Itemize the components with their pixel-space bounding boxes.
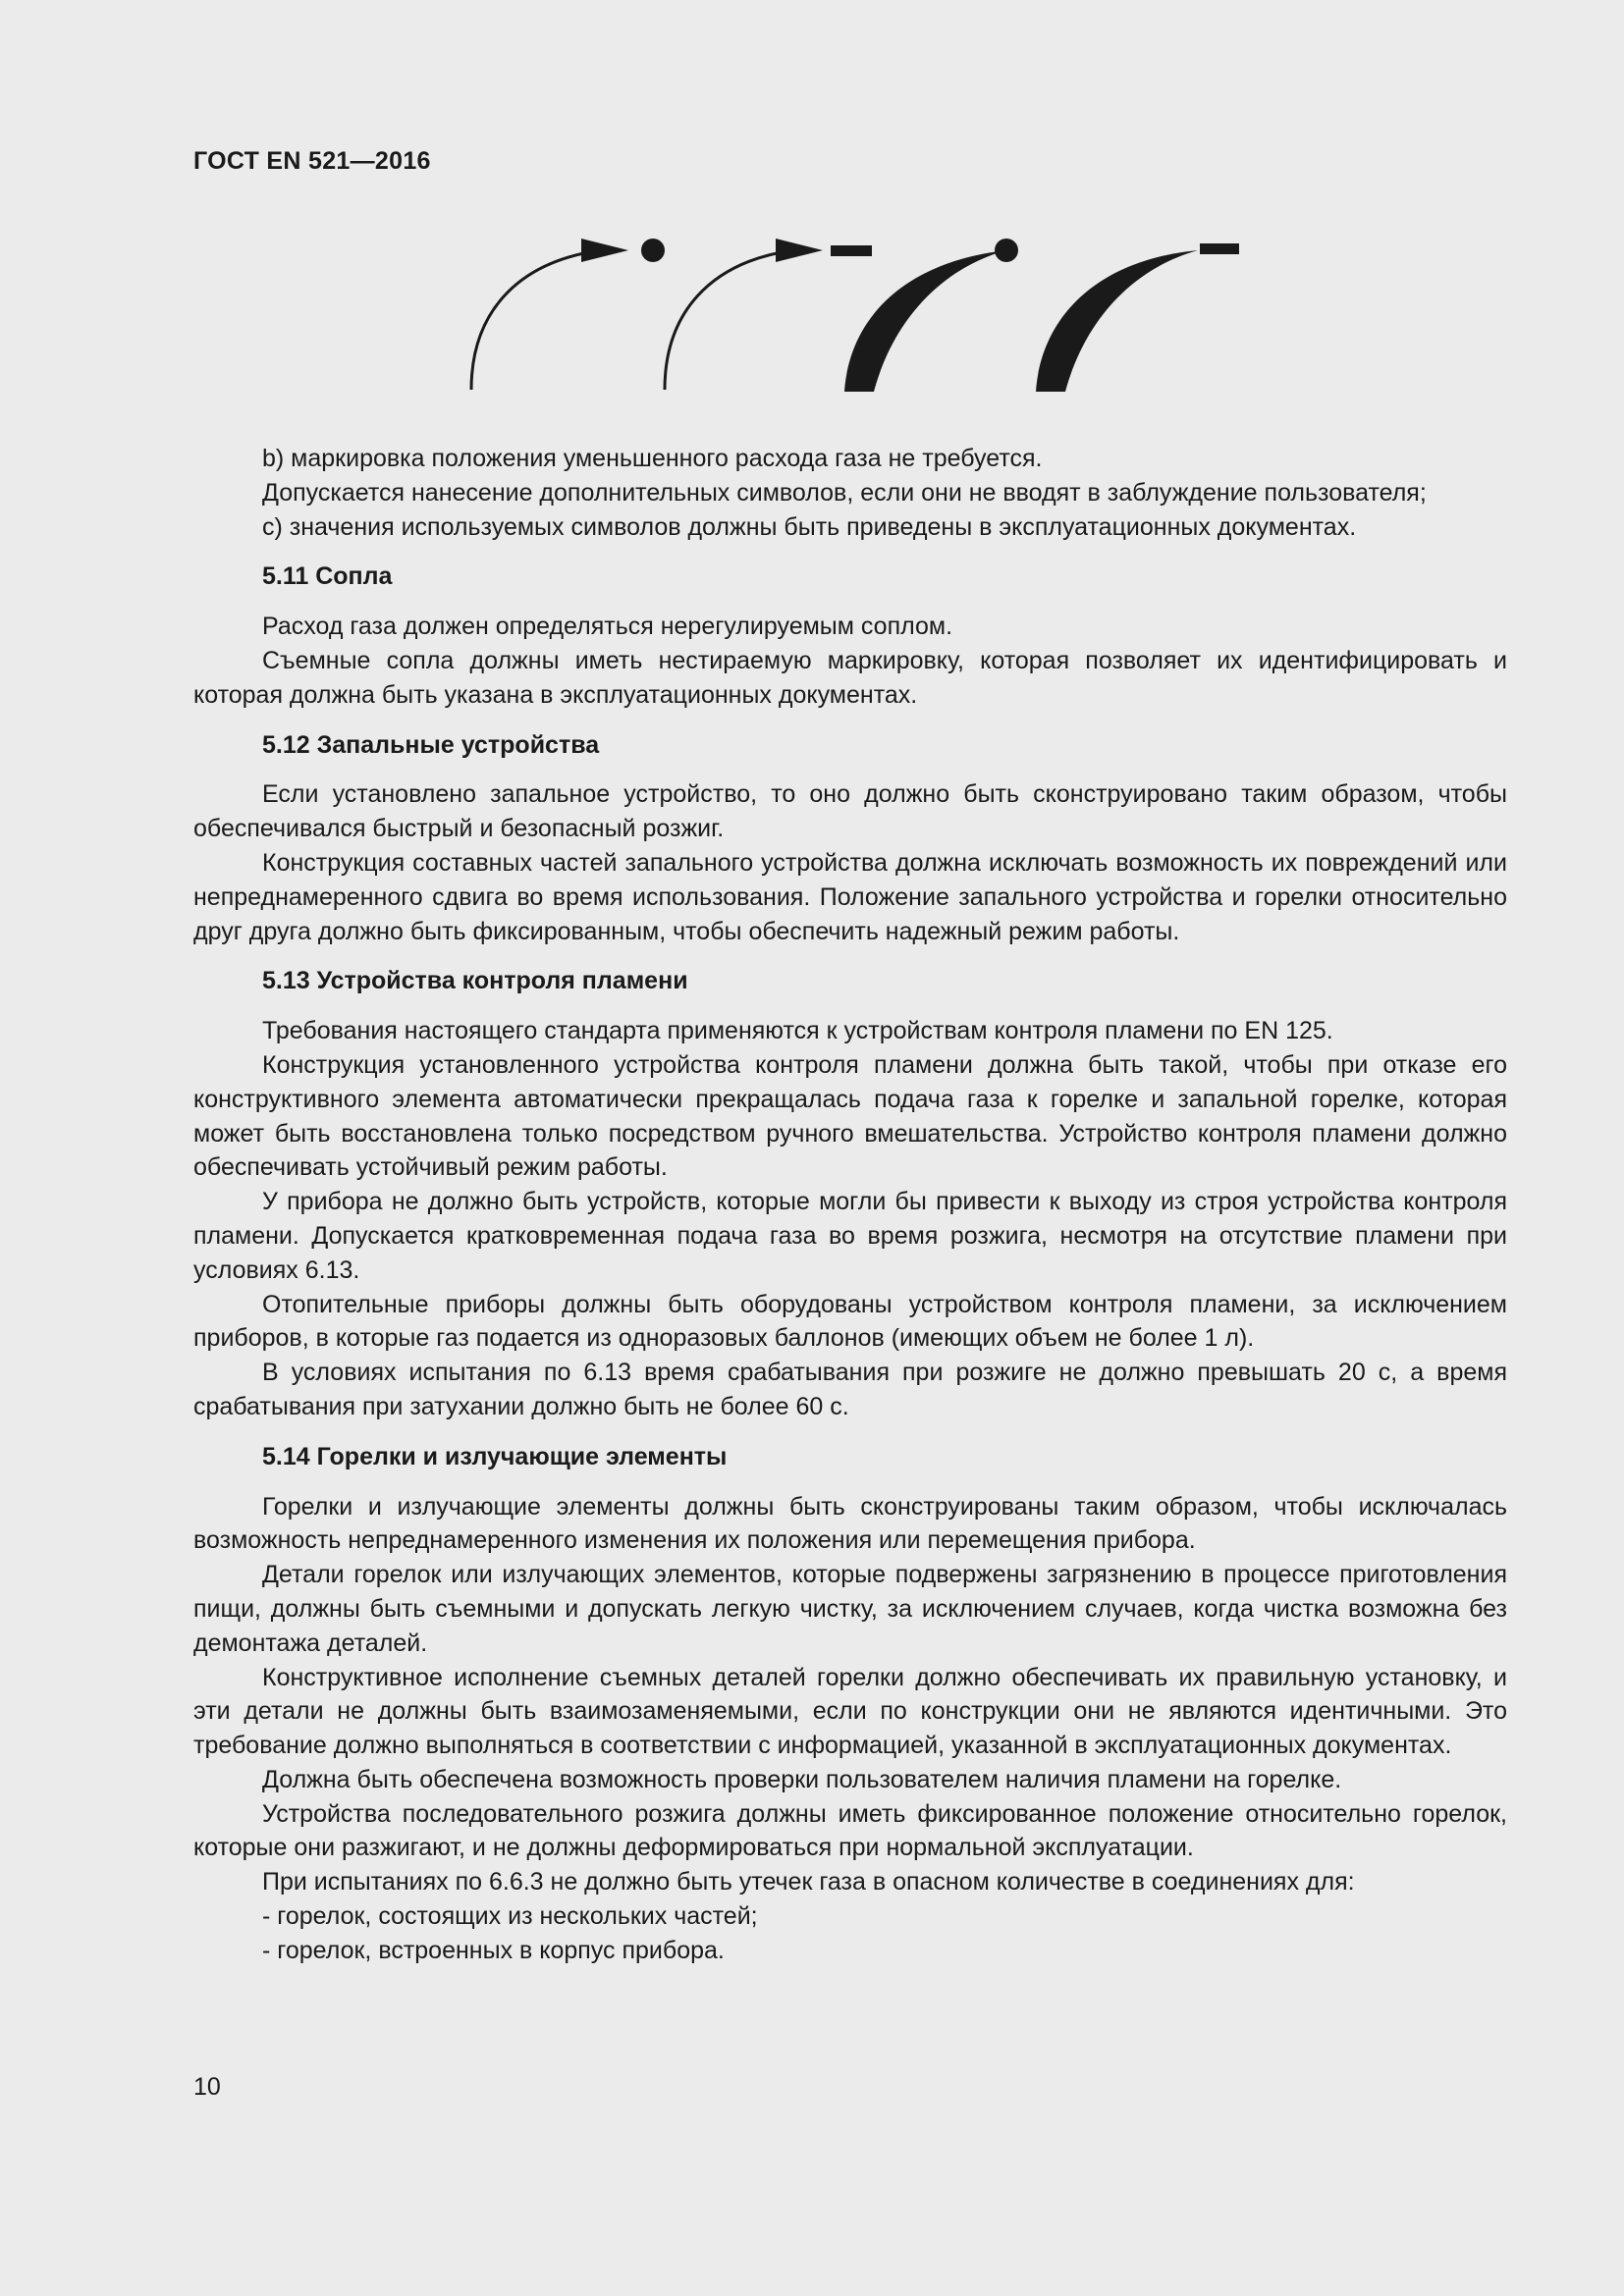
document-body — [193, 442, 1507, 1968]
thin-arc-arrow-dash-symbol — [665, 239, 872, 390]
section-heading-5-14: 5.14 Горелки и излучающие элементы — [262, 1442, 728, 1470]
paragraph: Конструктивное исполнение съемных деталей горелки должно обеспечивать их правильную установку, и эти детали не должны быть взаимозаменяемыми, если по конструкции они не являются идентичными. Это требование должно выполняться в соответствии с информацией, указанной в эксплуатационных документах. — [193, 1663, 1507, 1760]
document-header: ГОСТ EN 521—2016 — [193, 147, 431, 175]
paragraph: Должна быть обеспечена возможность проверки пользователем наличия пламени на горелке. — [262, 1765, 1342, 1793]
paragraph: Отопительные приборы должны быть оборудованы устройством контроля пламени, за исключением приборов, в которые газ подается из одноразовых баллонов (имеющих объем не более 1 л). — [193, 1290, 1507, 1353]
paragraph: Конструкция установленного устройства контроля пламени должна быть такой, чтобы при отказе его конструктивного элемента автоматически прекращалась подача газа к горелке и запальной горелке, которая может быть восстановлена только посредством ручного вмешательства. Устройство контроля пламени должно обеспечивать устойчивый режим работы. — [193, 1050, 1507, 1182]
control-position-symbols-figure — [432, 221, 1276, 407]
paragraph: В условиях испытания по 6.13 время срабатывания при розжиге не должно превышать 20 с, а время срабатывания при затухании должно быть не более 60 с. — [193, 1359, 1507, 1420]
section-heading-5-11: 5.11 Сопла — [262, 562, 393, 591]
paragraph: Если установлено запальное устройство, то оно должно быть сконструировано таким образом, чтобы обеспечивался быстрый и безопасный розжиг. — [193, 780, 1507, 843]
thick-arc-dash-symbol — [1036, 243, 1239, 392]
section-heading-5-13: 5.13 Устройства контроля пламени — [262, 967, 688, 995]
paragraph: Горелки и излучающие элементы должны быть сконструированы таким образом, чтобы исключалась возможность непреднамеренного изменения их положения или перемещения прибора. — [193, 1492, 1507, 1555]
paragraph: Допускается нанесение дополнительных символов, если они не вводят в заблуждение пользователя; — [262, 478, 1427, 507]
thick-arc-dot-symbol — [844, 239, 1018, 392]
paragraph: Конструкция составных частей запального устройства должна исключать возможность их повреждений или непреднамеренного сдвига во время использования. Положение запального устройства и горелки относительно друг друга должно быть фиксированным, чтобы обеспечить надежный режим работы. — [193, 848, 1507, 945]
paragraph: Расход газа должен определяться нерегулируемым соплом. — [262, 613, 953, 641]
thin-arc-arrow-dot-symbol — [471, 239, 665, 390]
paragraph: При испытаниях по 6.6.3 не должно быть утечек газа в опасном количестве в соединениях для: — [262, 1868, 1355, 1896]
paragraph: Съемные сопла должны иметь нестираемую маркировку, которая позволяет их идентифицировать и которая должна быть указана в эксплуатационных документах. — [193, 646, 1507, 709]
list-item: - горелок, состоящих из нескольких частей; — [262, 1902, 758, 1931]
paragraph: Устройства последовательного розжига должны иметь фиксированное положение относительно горелок, которые они разжигают, и не должны деформироваться при нормальной эксплуатации. — [193, 1799, 1507, 1862]
paragraph: Требования настоящего стандарта применяются к устройствам контроля пламени по EN 125. — [262, 1017, 1333, 1045]
list-item-c: с) значения используемых символов должны быть приведены в эксплуатационных документах. — [262, 512, 1357, 541]
section-heading-5-12: 5.12 Запальные устройства — [262, 730, 600, 759]
list-item: - горелок, встроенных в корпус прибора. — [262, 1936, 725, 1964]
page-number: 10 — [193, 2073, 221, 2101]
paragraph: Детали горелок или излучающих элементов, которые подвержены загрязнению в процессе приготовления пищи, должны быть съемными и допускать легкую чистку, за исключением случаев, когда чистка возможна без демонтажа деталей. — [193, 1561, 1507, 1657]
list-item-b: b) маркировка положения уменьшенного расхода газа не требуется. — [262, 445, 1043, 472]
paragraph: У прибора не должно быть устройств, которые могли бы привести к выходу из строя устройства контроля пламени. Допускается кратковременная подача газа во время розжига, несмотря на отсутствие пламени при условиях 6.13. — [193, 1188, 1507, 1284]
